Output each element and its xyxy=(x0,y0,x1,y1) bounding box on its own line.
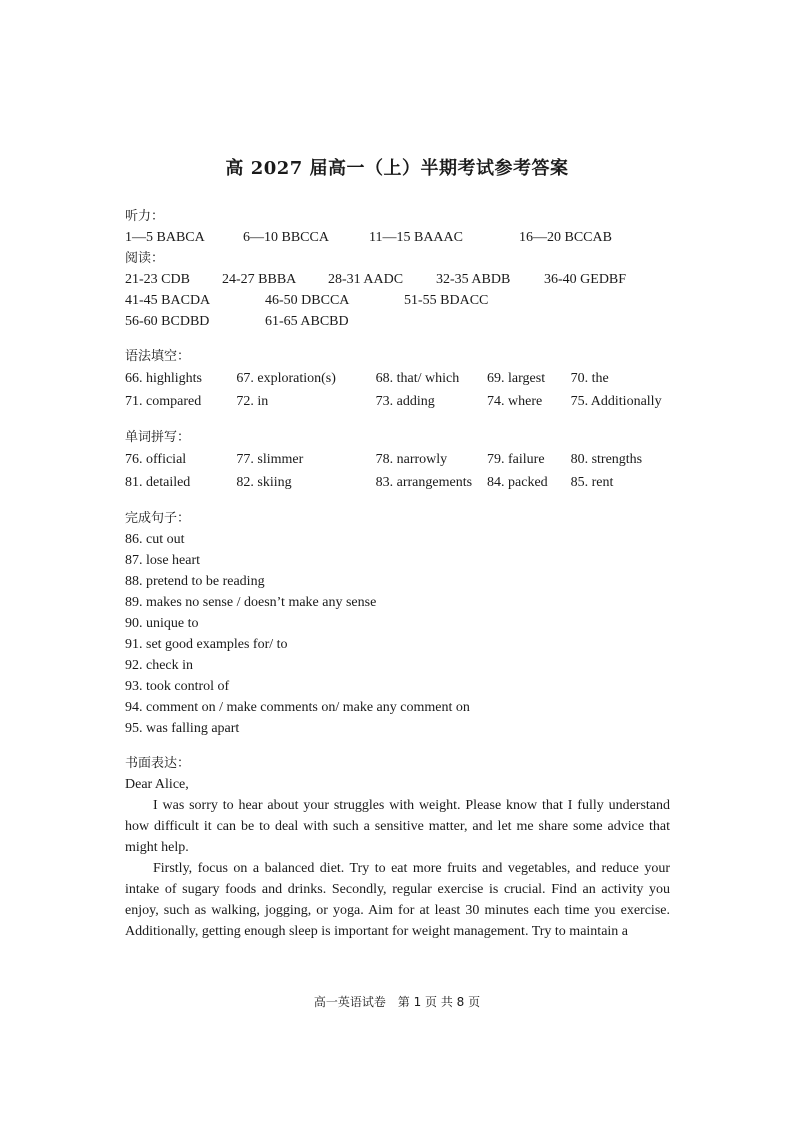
sentence-answer: 92. check in xyxy=(125,658,194,673)
sentence-answer: 91. set good examples for/ to xyxy=(125,637,288,652)
footer-page-number: 第 1 页 共 8 页 xyxy=(397,995,481,1009)
answer-item: 69. largest xyxy=(487,371,546,386)
sentence-answer: 90. unique to xyxy=(125,616,199,631)
answer-group: 21-23 CDB xyxy=(125,272,190,287)
reading-row xyxy=(125,311,670,332)
answer-group: 41-45 BACDA xyxy=(125,293,211,308)
reading-label: 阅读： xyxy=(125,251,165,266)
answer-item: 81. detailed xyxy=(125,475,191,490)
answer-group: 61-65 ABCBD xyxy=(265,314,349,329)
answer-group: 6—10 BBCCA xyxy=(243,230,329,245)
answer-group: 36-40 GEDBF xyxy=(544,272,627,287)
sentence-answer: 94. comment on / make comments on/ make any comment on xyxy=(125,700,470,715)
sentence-answer: 95. was falling apart xyxy=(125,721,240,736)
grammar-label: 语法填空： xyxy=(125,349,191,364)
answer-group: 11—15 BAAAC xyxy=(369,230,463,245)
answer-content xyxy=(125,206,670,942)
sentence-answer: 88. pretend to be reading xyxy=(125,574,265,589)
answer-item: 74. where xyxy=(487,394,543,409)
writing-label: 书面表达： xyxy=(125,756,191,771)
answer-item: 83. arrangements xyxy=(375,475,473,490)
footer-paper-name: 高一英语试卷 xyxy=(313,995,386,1009)
listening-row xyxy=(125,227,670,248)
answer-item: 80. strengths xyxy=(570,452,643,467)
answer-group: 16—20 BCCAB xyxy=(519,230,612,245)
spelling-row xyxy=(125,448,670,471)
answer-item: 85. rent xyxy=(570,475,614,490)
sentence-answer: 89. makes no sense / doesn’t make any sense xyxy=(125,595,377,610)
page-title: 高 2027 届高一（上）半期考试参考答案 xyxy=(225,158,569,179)
listening-label: 听力： xyxy=(125,209,165,224)
answer-group: 46-50 DBCCA xyxy=(265,293,350,308)
answer-item: 71. compared xyxy=(125,394,202,409)
answer-item: 77. slimmer xyxy=(236,452,304,467)
answer-group: 56-60 BCDBD xyxy=(125,314,210,329)
reading-row xyxy=(125,269,670,290)
letter-paragraph: I was sorry to hear about your struggles with weight. Please know that I fully understand how difficult it can be to deal with such a sensitive matter, and let me share some advice that might help. xyxy=(125,798,670,855)
answer-item: 82. skiing xyxy=(236,475,292,490)
spelling-label: 单词拼写： xyxy=(125,430,191,445)
answer-item: 68. that/ which xyxy=(375,371,460,386)
grammar-row xyxy=(125,367,670,390)
answer-item: 67. exploration(s) xyxy=(236,371,336,386)
answer-item: 76. official xyxy=(125,452,187,467)
answer-group: 24-27 BBBA xyxy=(222,272,297,287)
answer-item: 72. in xyxy=(236,394,269,409)
answer-item: 70. the xyxy=(570,371,609,386)
page-footer xyxy=(0,993,794,1010)
answer-group: 32-35 ABDB xyxy=(436,272,511,287)
letter-body xyxy=(125,795,670,942)
answer-item: 75. Additionally xyxy=(570,394,662,409)
answer-item: 84. packed xyxy=(487,475,548,490)
grammar-row xyxy=(125,390,670,413)
reading-row xyxy=(125,290,670,311)
sentence-answer: 93. took control of xyxy=(125,679,230,694)
answer-item: 78. narrowly xyxy=(375,452,448,467)
answer-item: 73. adding xyxy=(375,394,435,409)
sentence-answer: 86. cut out xyxy=(125,532,185,547)
answer-item: 79. failure xyxy=(487,452,545,467)
answer-group: 28-31 AADC xyxy=(328,272,404,287)
letter-paragraph: Firstly, focus on a balanced diet. Try to eat more fruits and vegetables, and reduce your intake of sugary foods and drinks. Secondly, regular exercise is crucial. Find an activity you enjoy, such as walking, jogging, or yoga. Aim for at least 30 minutes each time you exercise. Additionally, getting enough sleep is important for weight management. Try to maintain a xyxy=(125,861,670,939)
answer-group: 51-55 BDACC xyxy=(404,293,489,308)
sentence-answer: 87. lose heart xyxy=(125,553,201,568)
spelling-row xyxy=(125,471,670,494)
answer-item: 66. highlights xyxy=(125,371,203,386)
sentences-label: 完成句子： xyxy=(125,511,191,526)
letter-salutation: Dear Alice, xyxy=(125,777,189,792)
answer-group: 1—5 BABCA xyxy=(125,230,205,245)
